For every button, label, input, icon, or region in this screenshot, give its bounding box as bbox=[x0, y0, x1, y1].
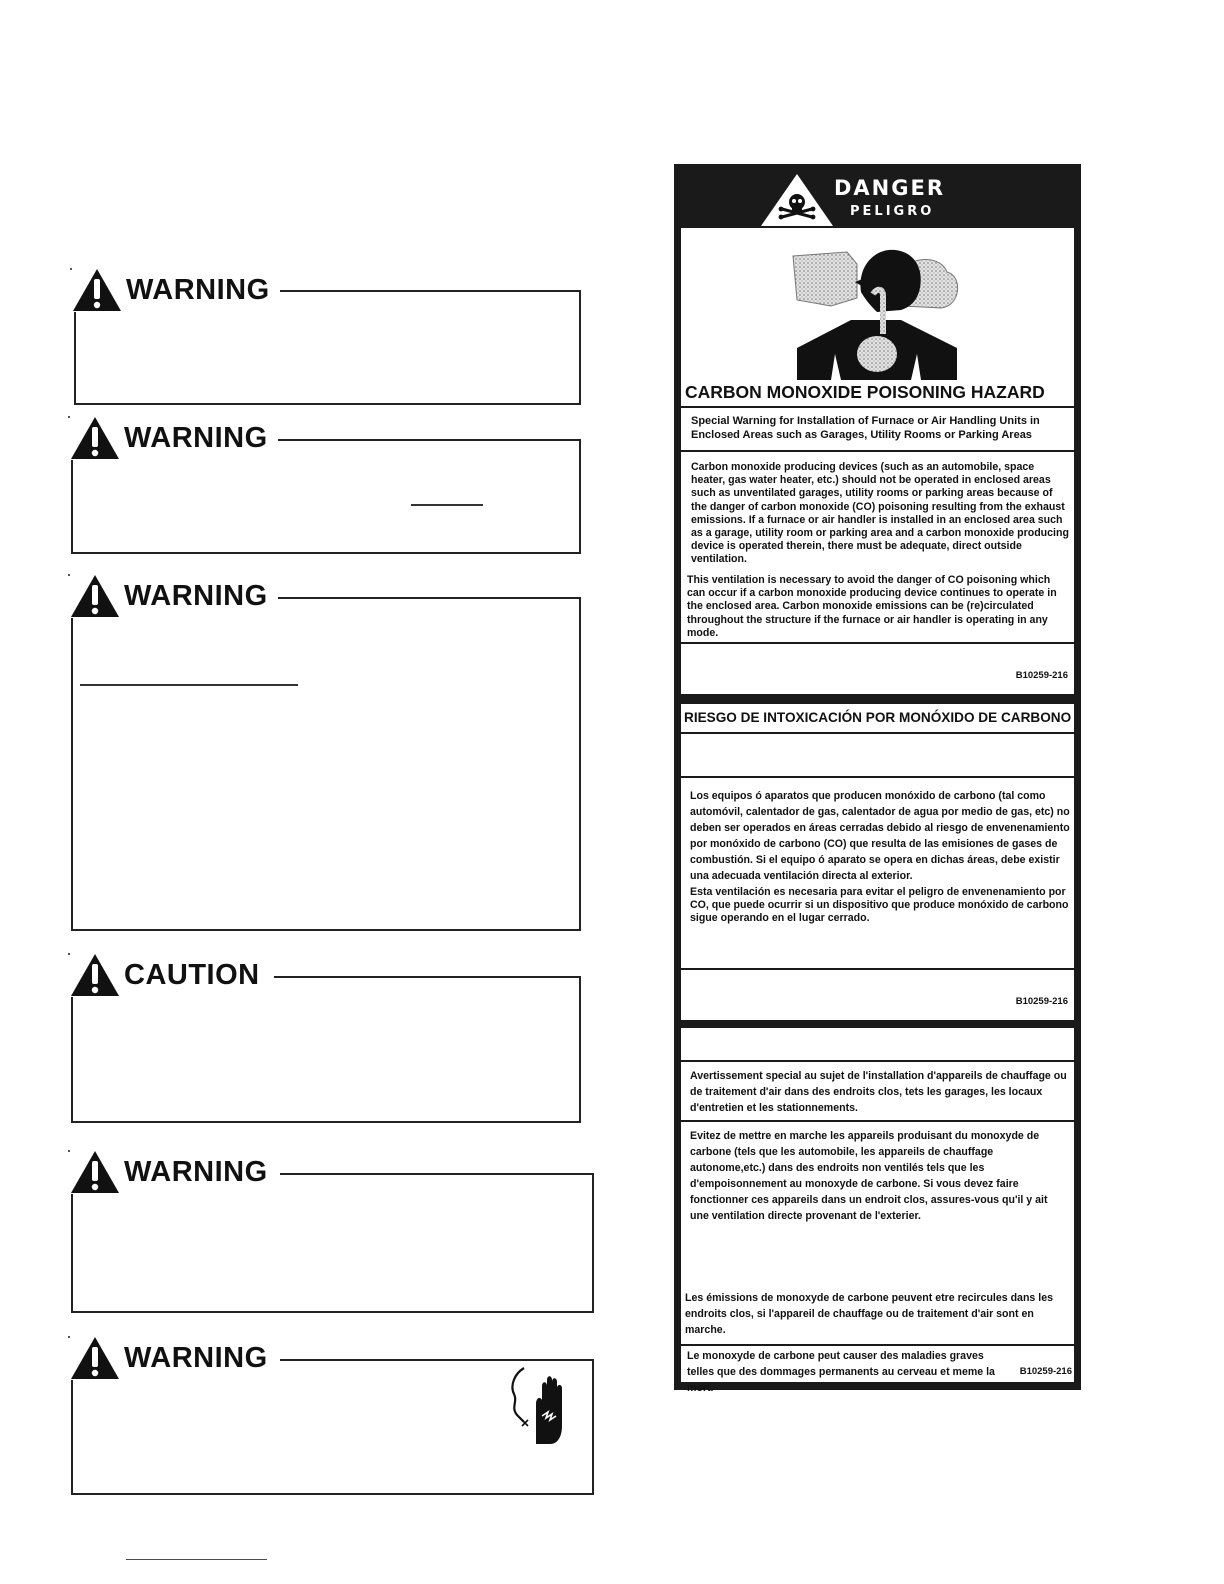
warning-heading: WARNING bbox=[124, 421, 268, 454]
underline-mark bbox=[80, 684, 298, 686]
header-rule bbox=[278, 597, 581, 599]
warning-header-1 bbox=[72, 268, 282, 312]
spanish-paragraph-2: Esta ventilación es necesaria para evitar el peligro de envenenamiento por CO, que puede ocurrir si un dispositivo que produce monóxido de carbono sigue operando en el lugar cerrado. bbox=[690, 886, 1069, 925]
peligro-title: PELIGRO bbox=[850, 204, 935, 219]
caution-box bbox=[71, 976, 581, 1123]
co-danger-label bbox=[674, 164, 1081, 1394]
electrical-shock-hand-icon bbox=[500, 1364, 574, 1448]
warning-triangle-icon bbox=[72, 268, 122, 312]
caution-header bbox=[70, 953, 274, 997]
english-panel bbox=[681, 228, 1074, 694]
warning-header-6 bbox=[70, 1336, 280, 1380]
french-panel bbox=[681, 1028, 1074, 1394]
warning-triangle-icon bbox=[70, 1336, 120, 1380]
french-paragraph-1: Evitez de mettre en marche les appareils produisant du monoxyde de carbone (tels que les automobile, les appareils de chauffage autonome,etc.) dans des endroits non ventilés tels que les d'empoisonnement au monoxyde de carbone. Si vous devez faire fonctionner ces appareils dans un endroit clos, assures-vous qu'il y ait une ventilation directe provenant de l'exterier. bbox=[690, 1130, 1048, 1222]
header-rule bbox=[284, 1359, 594, 1361]
warning-heading: WARNING bbox=[124, 1341, 268, 1374]
spanish-hazard-title: RIESGO DE INTOXICACIÓN POR MONÓXIDO DE CARBONO bbox=[684, 710, 1072, 725]
spanish-part-number: B10259-216 bbox=[1015, 996, 1068, 1007]
header-rule bbox=[280, 290, 581, 292]
warning-box-5 bbox=[71, 1173, 594, 1313]
english-special-warning: Special Warning for Installation of Furnace or Air Handling Units in Enclosed Areas such as Garages, Utility Rooms or Parking Areas bbox=[691, 415, 1040, 441]
underline-mark bbox=[411, 504, 483, 506]
page-link-underline bbox=[126, 1559, 267, 1560]
warning-box-3 bbox=[71, 597, 581, 931]
header-rule bbox=[278, 976, 581, 978]
spanish-paragraph-1: Los equipos ó aparatos que producen monóxido de carbono (tal como automóvil, calentador de gas, calentador de agua por medio de gas, etc) no deben ser operados en áreas cerradas debido al riesgo de envenenamiento por monóxido de carbono (CO) que resulta de las emisiones de gases de combustión. Si el equipo ó aparato se opera en dichas áreas, debe existir una adecuada ventilación directa al exterior. bbox=[690, 790, 1070, 882]
english-part-number: B10259-216 bbox=[1015, 670, 1068, 681]
caution-heading: CAUTION bbox=[124, 958, 260, 991]
english-paragraph-1: Carbon monoxide producing devices (such as an automobile, space heater, gas water heater, etc.) should not be operated in enclosed areas such as unventilated garages, utility rooms or parking areas because of the danger of carbon monoxide (CO) poisoning resulting from the exhaust emissions. If a furnace or air handler is installed in an enclosed area such as a garage, utility room or parking area and a carbon monoxide producing device is operated therein, there must be adequate, direct outside ventilation. bbox=[691, 461, 1069, 566]
french-part-number: B10259-216 bbox=[1019, 1366, 1072, 1377]
warning-triangle-icon bbox=[70, 574, 120, 618]
skull-triangle-icon bbox=[760, 173, 834, 227]
danger-title: DANGER bbox=[834, 176, 946, 200]
warning-heading: WARNING bbox=[126, 273, 270, 306]
warning-heading: WARNING bbox=[124, 579, 268, 612]
english-paragraph-2: This ventilation is necessary to avoid the danger of CO poisoning which can occur if a carbon monoxide producing device continues to operate in the enclosed area. Carbon monoxide emissions can be (re)circulated throughout the structure if the furnace or air handler is operating in any mode. bbox=[687, 574, 1057, 639]
spanish-panel bbox=[681, 704, 1074, 1020]
warning-triangle-icon bbox=[70, 416, 120, 460]
header-rule bbox=[278, 439, 581, 441]
warning-triangle-icon bbox=[70, 953, 120, 997]
warning-heading: WARNING bbox=[124, 1155, 268, 1188]
french-paragraph-2: Les émissions de monoxyde de carbone peuvent etre recircules dans les endroits clos, si l'appareil de chauffage ou de traitement d'air sont en marche. bbox=[685, 1292, 1053, 1336]
warning-header-3 bbox=[70, 574, 280, 618]
french-special-warning: Avertissement special au sujet de l'installation d'appareils de chauffage ou de traitement d'air dans des endroits clos, tets les garages, les locaux d'entretien et les stationnements. bbox=[690, 1070, 1067, 1114]
english-hazard-title: CARBON MONOXIDE POISONING HAZARD bbox=[685, 382, 1045, 402]
co-poisoning-pictogram bbox=[791, 242, 961, 380]
warning-triangle-icon bbox=[70, 1150, 120, 1194]
header-rule bbox=[284, 1173, 594, 1175]
french-paragraph-3: Le monoxyde de carbone peut causer des maladies graves telles que des dommages permanents au cerveau et meme la mort. bbox=[687, 1350, 995, 1394]
warning-header-2 bbox=[70, 416, 280, 460]
warning-header-5 bbox=[70, 1150, 280, 1194]
